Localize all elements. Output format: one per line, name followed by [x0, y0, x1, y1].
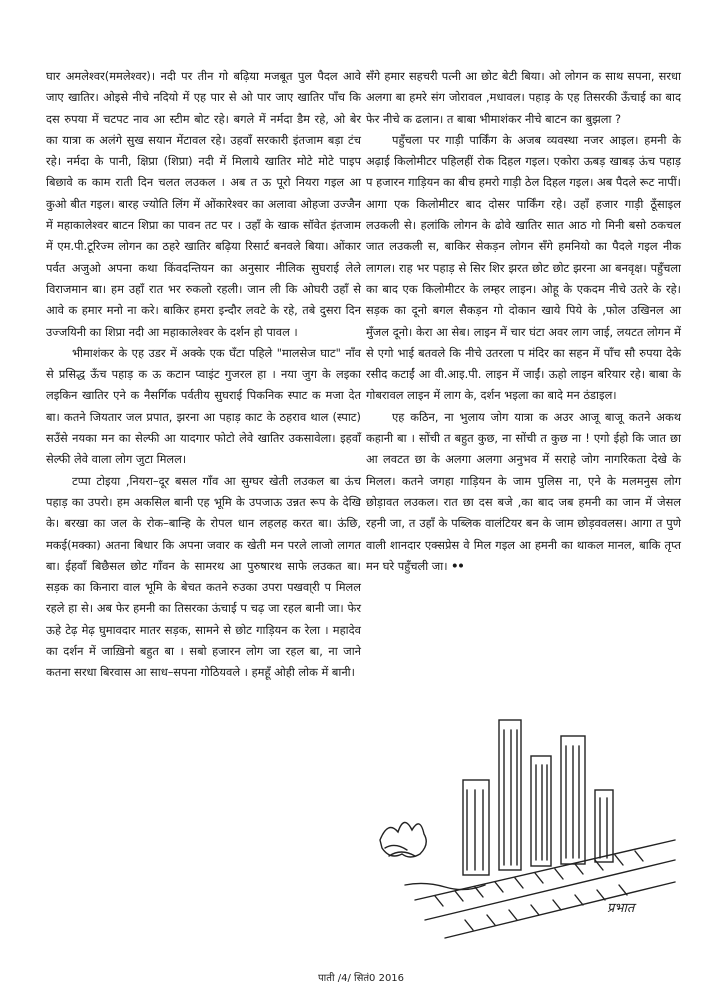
- right-paragraph-3-text: एह कठिन, ना भुलाय जोग यात्रा क अउर आजू बाजू कतने अकथ कहानी बा । सोंची त बहुत कुछ, ना सोंची त कुछ ना ! एगो ईहो कि जात छा आ लवटत छा के अलगा अलगा अनुभव में सराहे जोग नागरिकता देखे के मिलल। कतने जगहा गाड़ियन के जाम पुलिस ना, एने के मलमनुस लोग छोड़ावत लउकल। रात छा दस बजे ,का बाद जब हमनी का जान में जेसल रहनी जा, त उहाँ के पब्लिक वालंटियर बन के जाम छोड़ववलस। आगा त पुणे वाली शानदार एक्सप्रेस वे मिल गइल आ हमनी का थाकल मानल, बाकि तृप्त मन घरे पहुँचली जा।: [366, 409, 681, 573]
- left-column: [46, 66, 361, 684]
- left-paragraph-2: भीमाशंकर के एह उडर में अक्के एक घँटा पहिले "मालसेज घाट" नाँव से प्रसिद्ध ऊँच पहाड़ क ऊ कटान प्वाइंट गुजरल हा । नया जुग के लइका लइकिन खातिर एने क नैसर्गिक पर्वतीय सुघराई पिकनिक स्पाट क मजा देत बा। कतने जियतार जल प्रपात, झरना आ पहाड़ काट के ठहराव थाल (स्पाट) सउँसे नयका मन का सेल्फी आ यादगार फोटो लेवे खातिर उकसावेला। इहवाँ सेल्फी लेवे वाला लोग जुटा मिलल।: [46, 345, 361, 467]
- right-column: [366, 66, 681, 577]
- sketch-signature: प्रभात: [607, 901, 635, 916]
- left-paragraph-1: घार अमलेश्वर(ममलेश्वर)। नदी पर तीन गो बढ़िया मजबूत पुल पैदल आवे जाए खातिर। ओइसे नीचे नदियो में एह पार से ओ पार जाए खातिर पाँच कि दस रुपया में चटपट नाव आ स्टीम बोट रहे। बगले में नर्मदा डैम रहे, ओ बेर का यात्रा क अलंगे सुख सयान मेंटावल रहे। उहवाँ सरकारी इंतजाम बड़ा टंच रहे। नर्मदा के पानी, क्षिप्रा (शिप्रा) नदी में मिलाये खातिर मोटे मोटे पाइप बिछावे क काम राती दिन चलत लउकल । अब त ऊ पूरो नियरा गइल आ कुओ बीत गइल। बारह ज्योति लिंग में ओंकारेश्वर का अलावा ओहजा उज्जैन में महाकालेश्वर बाटन शिप्रा का पावन तट पर । उहाँ के खाक सॉवेत इंतजाम में एम.पी.टूरिज्म लोगन का ठहरे खातिर बढ़िया रिसार्ट बनवले बिया। ओंकार पर्वत अजुओ अपना कथा किंवदन्तियन का अनुसार नीलिक सुघराई लेले विराजमान बा। हम उहाँ रात भर रुकलो रहली। जान ली कि ओघरी उहाँ से आवे क हमार मनो ना करे। बाकिर हमरा इन्दौर लवटे के रहे, तबे दुसरा दिन उज्जयिनी का शिप्रा नदी आ महाकालेश्वर के दर्शन हो पावल ।: [46, 69, 361, 339]
- right-paragraph-1: सँगे हमार सहचरी पत्नी आ छोट बेटी बिया। ओ लोगन क साथ सपना, सरधा अलगा बा हमरे संग जोरावल ,मधावल। पहाड़ के एह तिसरकी ऊँचाई का बाद फेर नीचे क ढलान। त बाबा भीमाशंकर नीचे बाटन का बुझला ?: [366, 69, 681, 126]
- end-mark: ••: [451, 558, 464, 573]
- left-paragraph-3: टप्पा टोइया ,नियरा–दूर बसल गाँव आ सुग्घर खेती लउकल बा ऊंच पहाड़ का उपरो। हम अकसिल बानी एह भूमि के उपजाऊ उन्नत रूप के देखि के। बरखा का जल के रोक–बान्हि के रोपल धान लहलह करत बा। ऊंछि, मकई(मक्का) अतना बिधार कि अपना जवार क खेती मन परले लाजो लागत बा। ईहवाँ बिछैसल छोट गाँवन के सामरथ आ पुरुषारथ साफे लउकत बा। सड़क का किनारा वाल भूमि के बेचत कतने रुउका उपरा पखवा्री प मिलल रहले हा से। अब फेर हमनी का तिसरका ऊंचाई प चढ़ जा रहल बानी जा। फेर ऊहे टेढ़ मेढ़ घुमावदार मातर सड़क, सामने से छोट गाड़ियन क रेला । महादेव का दर्शन में जाख़िनो बहुत बा । सबो हजारन लोग जा रहल बा, ना जाने कतना सरधा बिरवास आ साध–सपना गोठियवले । हमहूँ ओही लोक में बानी।: [46, 473, 361, 680]
- page-footer: पाती /4/ सितं0 2016: [317, 973, 405, 984]
- sketch-tower-5: [595, 790, 613, 862]
- sketch-tower-3: [531, 756, 551, 866]
- right-paragraph-2: पहुँचला पर गाड़ी पार्किंग के अजब व्यवस्था नजर आइल। हमनी के अढ़ाई किलोमीटर पहिलहीं रोक दिहल गइल। एकोरा ऊबड़ खाबड़ ऊंच पहाड़ प हजारन गाड़ियन का बीच हमरो गाड़ी ठेल दिहल गइल। अब पैदले रूट नापीं। आगा एक किलोमीटर बाद दोसर पार्किंग रहे। उहाँ हजार गाड़ी ठूँसाइल लउकली से। हलांकि लोगन के ढोवे खातिर सात आठ गो मिनी बसो ठकचल जात लउकली स, बाकिर सेकड़न लोगन सँगे हमनियो का पैदले गइल नीक लागल। राह भर पहाड़ से सिर शिर झरत छोट छोट झरना आ बनवृक्ष। पहुँचला का बाद एक किलोमीटर के लम्हर लाइन। ओहू के एकदम नीचे उतरे के रहे। सड़क का दूनो बगल सैकड़न गो दोकान खाये पिये के ,फोल उखिनल आ मुँजल दूनो। केरा आ सेब। लाइन में चार घंटा अवर लाग जाई, लयटत लोगन में से एगो भाई बतवले कि नीचे उतरला प मंदिर का सहन में पाँच सौ रुपया देके रसीद कटाईं आ वी.आइ.पी. लाइन में जाईं। ऊहो लाइन बरियार रहे। बाबा के गोबरावल लाइन में लाग के, दर्शन भइला का बादे मन ठंडाइल।: [366, 132, 681, 403]
- right-paragraph-3: [366, 407, 681, 577]
- city-sketch-illustration: [375, 690, 680, 945]
- sketch-tower-2: [499, 720, 521, 870]
